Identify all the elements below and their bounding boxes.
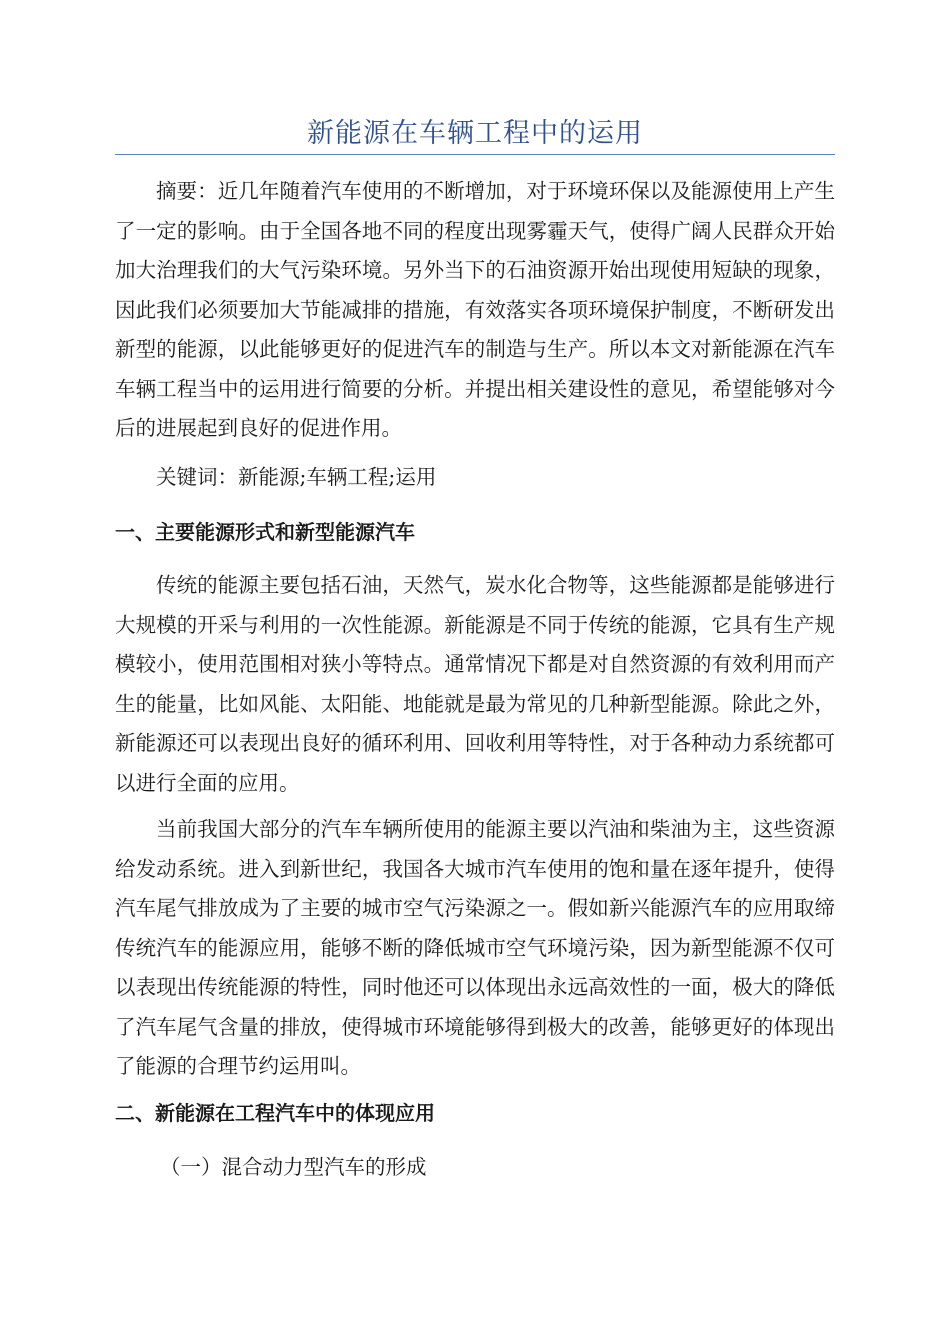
section-2-subheading: （一）混合动力型汽车的形成 [160,1155,427,1179]
section-2-heading: 二、新能源在工程汽车中的体现应用 [115,1101,435,1125]
document-title: 新能源在车辆工程中的运用 [307,118,643,149]
title-underline [115,154,835,155]
section-1-paragraph-2: 当前我国大部分的汽车车辆所使用的能源主要以汽油和柴油为主，这些资源给发动系统。进入到新世纪，我国各大城市汽车使用的饱和量在逐年提升，使得汽车尾气排放成为了主要的城市空气污染源之一。假如新兴能源汽车的应用取缔传统汽车的能源应用，能够不断的降低城市空气环境污染，因为新型能源不仅可以表现出传统能源的特性，同时他还可以体现出永远高效性的一面，极大的降低了汽车尾气含量的排放，使得城市环境能够得到极大的改善，能够更好的体现出了能源的合理节约运用叫。 [115,817,835,1078]
abstract-paragraph: 摘要：近几年随着汽车使用的不断增加，对于环境环保以及能源使用上产生了一定的影响。由于全国各地不同的程度出现雾霾天气，使得广阔人民群众开始加大治理我们的大气污染环境。另外当下的石油资源开始出现使用短缺的现象，因此我们必须要加大节能减排的措施，有效落实各项环境保护制度，不断研发出新型的能源，以此能够更好的促进汽车的制造与生产。所以本文对新能源在汽车车辆工程当中的运用进行简要的分析。并提出相关建设性的意见，希望能够对今后的进展起到良好的促进作用。 [115,179,835,440]
keywords-line: 关键词：新能源;车辆工程;运用 [156,465,437,489]
section-1-paragraph-1: 传统的能源主要包括石油，天然气，炭水化合物等，这些能源都是能够进行大规模的开采与利用的一次性能源。新能源是不同于传统的能源，它具有生产规模较小，使用范围相对狭小等特点。通常情况下都是对自然资源的有效利用而产生的能量，比如风能、太阳能、地能就是最为常见的几种新型能源。除此之外，新能源还可以表现出良好的循环利用、回收利用等特性，对于各种动力系统都可以进行全面的应用。 [115,573,835,795]
section-1-heading: 一、主要能源形式和新型能源汽车 [115,520,415,544]
